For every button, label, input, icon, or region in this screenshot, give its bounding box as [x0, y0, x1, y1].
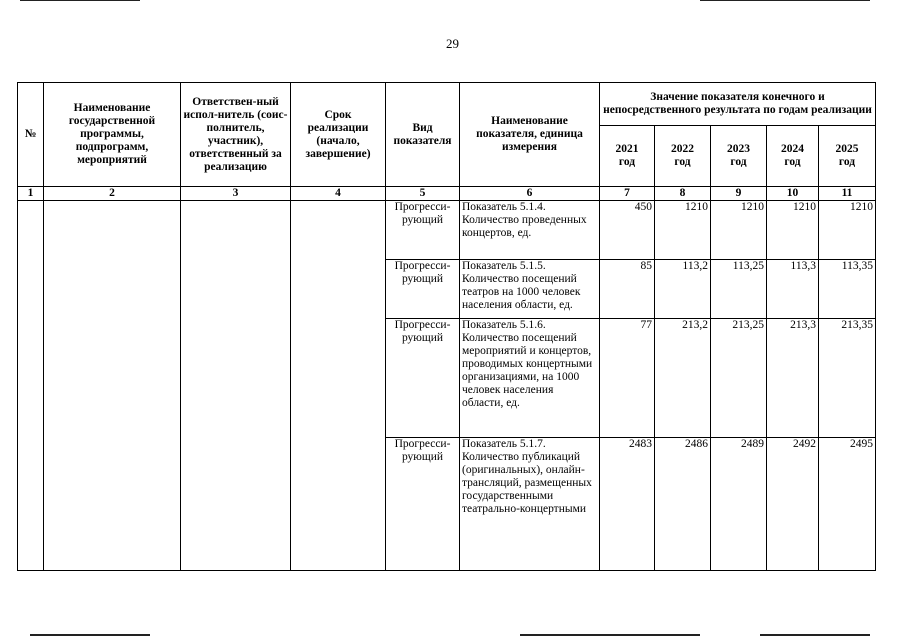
column-number-row	[18, 187, 876, 201]
scan-artifact-top-left	[20, 0, 140, 1]
cell-value-2025: 213,35	[819, 319, 876, 438]
header-year: 2024 год	[767, 126, 819, 187]
cell-indicator-name: Показатель 5.1.4. Количество проведенных концертов, ед.	[460, 201, 600, 260]
cell-value-2024: 1210	[767, 201, 819, 260]
header-year: 2025 год	[819, 126, 876, 187]
cell-value-2023: 2489	[711, 438, 767, 571]
header-year: 2021 год	[600, 126, 655, 187]
indicators-table	[17, 82, 876, 571]
scan-artifact-bottom-right	[760, 634, 870, 636]
column-number: 11	[819, 187, 876, 201]
cell-value-2025: 113,35	[819, 260, 876, 319]
cell-indicator-name: Показатель 5.1.7. Количество публикаций (оригинальных), онлайн-трансляций, размещенных государственными театрально-концертными	[460, 438, 600, 571]
scan-artifact-bottom-mid	[520, 634, 700, 636]
header-row-main	[18, 83, 876, 126]
cell-value-2022: 2486	[655, 438, 711, 571]
cell-kind: Прогресси-рующий	[386, 438, 460, 571]
column-number: 7	[600, 187, 655, 201]
cell-value-2023: 113,25	[711, 260, 767, 319]
cell-value-2025: 2495	[819, 438, 876, 571]
header-program: Наименование государственной программы, подпрограмм, мероприятий	[44, 83, 181, 187]
cell-value-2025: 1210	[819, 201, 876, 260]
column-number: 9	[711, 187, 767, 201]
table-row	[18, 201, 876, 260]
cell-term-empty	[291, 201, 386, 571]
column-number: 8	[655, 187, 711, 201]
header-kind: Вид показателя	[386, 83, 460, 187]
cell-value-2021: 450	[600, 201, 655, 260]
column-number: 10	[767, 187, 819, 201]
cell-value-2022: 113,2	[655, 260, 711, 319]
cell-value-2021: 2483	[600, 438, 655, 571]
header-term: Срок реализации (начало, завершение)	[291, 83, 386, 187]
cell-kind: Прогресси-рующий	[386, 201, 460, 260]
header-year: 2023 год	[711, 126, 767, 187]
header-indicator: Наименование показателя, единица измерения	[460, 83, 600, 187]
cell-value-2023: 1210	[711, 201, 767, 260]
cell-value-2022: 213,2	[655, 319, 711, 438]
column-number: 3	[181, 187, 291, 201]
header-year: 2022 год	[655, 126, 711, 187]
cell-executor-empty	[181, 201, 291, 571]
scan-artifact-bottom-left	[30, 634, 150, 636]
cell-value-2022: 1210	[655, 201, 711, 260]
cell-kind: Прогресси-рующий	[386, 260, 460, 319]
cell-value-2024: 2492	[767, 438, 819, 571]
column-number: 2	[44, 187, 181, 201]
cell-indicator-name: Показатель 5.1.5. Количество посещений театров на 1000 человек населения области, ед.	[460, 260, 600, 319]
cell-value-2023: 213,25	[711, 319, 767, 438]
cell-value-2021: 77	[600, 319, 655, 438]
header-executor: Ответствен-ный испол-нитель (соис-полнитель, участник), ответственный за реализацию	[181, 83, 291, 187]
cell-value-2024: 113,3	[767, 260, 819, 319]
cell-kind: Прогресси-рующий	[386, 319, 460, 438]
cell-value-2021: 85	[600, 260, 655, 319]
column-number: 1	[18, 187, 44, 201]
page-number: 29	[446, 36, 459, 51]
column-number: 4	[291, 187, 386, 201]
cell-program-empty	[44, 201, 181, 571]
header-values-group: Значение показателя конечного и непосредственного результата по годам реализации	[600, 83, 876, 126]
header-num: №	[18, 83, 44, 187]
column-number: 6	[460, 187, 600, 201]
cell-num-empty	[18, 201, 44, 571]
scan-artifact-top-right	[700, 0, 870, 1]
cell-value-2024: 213,3	[767, 319, 819, 438]
cell-indicator-name: Показатель 5.1.6. Количество посещений мероприятий и концертов, проводимых концертными организациями, на 1000 человек населения области, ед.	[460, 319, 600, 438]
column-number: 5	[386, 187, 460, 201]
